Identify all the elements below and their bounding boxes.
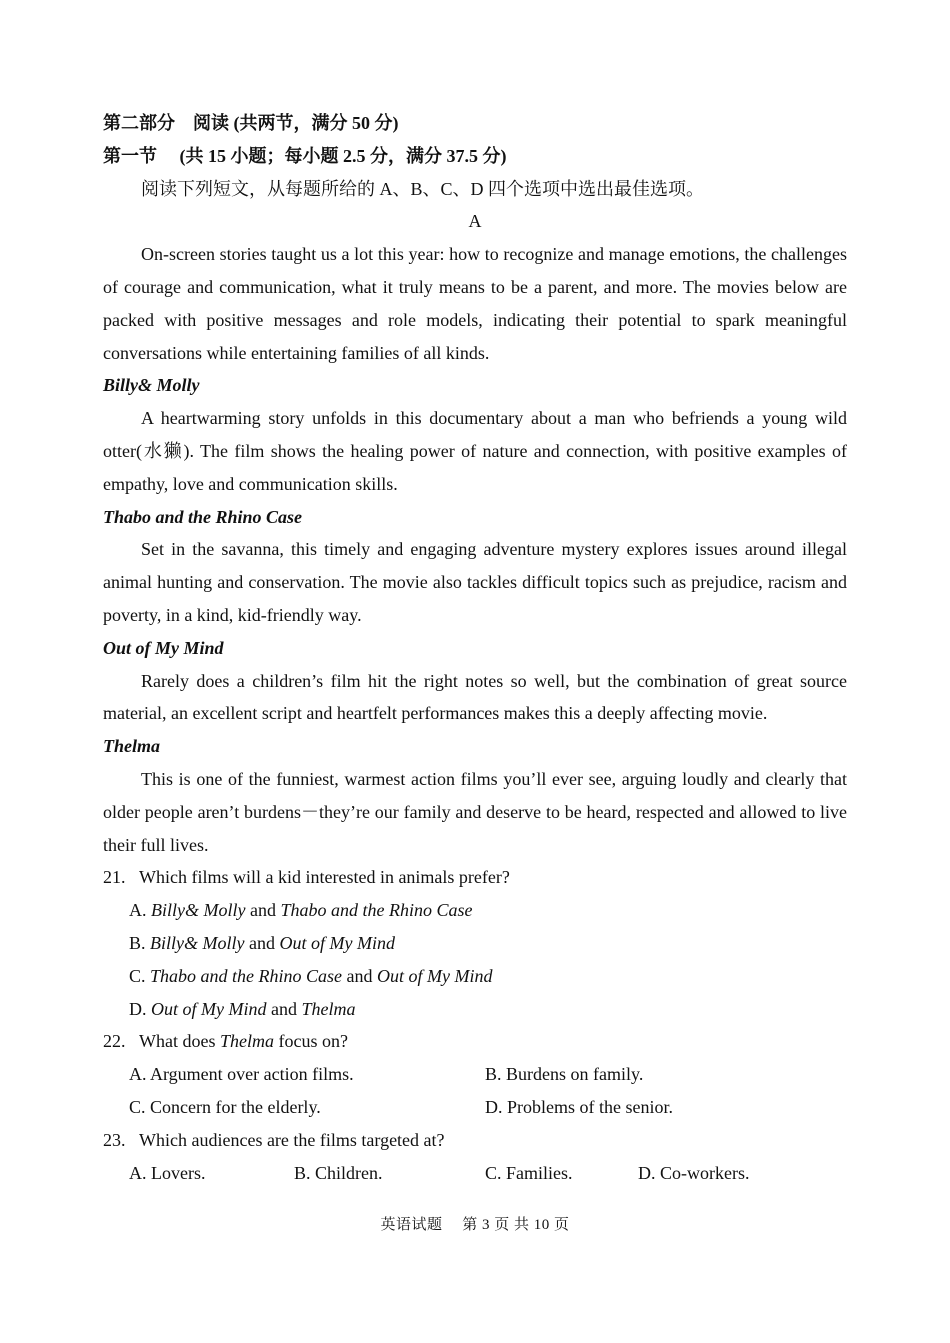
film-name: Out of My Mind	[279, 932, 395, 953]
option-23-a[interactable]: A. Lovers.	[129, 1162, 206, 1183]
options-23	[103, 1157, 847, 1190]
question-22	[103, 1025, 847, 1058]
film-text-out-of-my-mind: Rarely does a children’s film hit the right notes so well, but the combination of great source material, an excellent script and heartfelt performances makes this a deeply affecting movie.	[103, 670, 847, 724]
film-name: Billy& Molly	[151, 900, 246, 921]
film-name: Thelma	[219, 1031, 274, 1052]
question-stem: What does	[139, 1031, 216, 1052]
option-21-a[interactable]	[103, 894, 847, 927]
option-23-c[interactable]: C. Families.	[485, 1162, 573, 1183]
question-23	[103, 1124, 847, 1157]
option-22-b[interactable]: B. Burdens on family.	[485, 1064, 644, 1085]
film-text-thabo: Set in the savanna, this timely and engaging adventure mystery explores issues around illegal animal hunting and conservation. The movie also tackles difficult topics such as prejudice, racism and poverty, in a kind, kid-friendly way.	[103, 539, 847, 625]
part-heading: 第二部分 阅读 (共两节，满分 50 分)	[103, 113, 399, 133]
option-21-b[interactable]	[103, 927, 847, 960]
film-text-billy-molly: A heartwarming story unfolds in this documentary about a man who befriends a young wild otter(水獭). The film shows the healing power of nature and connection, with positive examples of empathy, love and communication skills.	[103, 408, 847, 494]
passage-label: A	[468, 211, 482, 232]
option-21-c[interactable]	[103, 960, 847, 993]
question-number: 21.	[103, 867, 126, 888]
option-22-d[interactable]: D. Problems of the senior.	[485, 1096, 673, 1117]
option-letter: D.	[129, 998, 147, 1019]
film-title-thabo: Thabo and the Rhino Case	[103, 506, 303, 527]
option-22-a[interactable]: A. Argument over action films.	[129, 1064, 354, 1085]
film-name: Out of My Mind	[151, 998, 267, 1019]
instruction: 阅读下列短文，从每题所给的 A、B、C、D 四个选项中选出最佳选项。	[141, 178, 705, 199]
question-stem: Which audiences are the films targeted at?	[139, 1129, 445, 1150]
option-22-c[interactable]: C. Concern for the elderly.	[129, 1096, 321, 1117]
question-21	[103, 861, 847, 894]
film-name: Thabo and the Rhino Case	[150, 965, 343, 986]
option-23-b[interactable]: B. Children.	[294, 1162, 383, 1183]
connector: and	[346, 965, 373, 986]
film-name: Out of My Mind	[377, 965, 493, 986]
film-name: Billy& Molly	[150, 932, 245, 953]
film-name: Thelma	[301, 998, 356, 1019]
exam-page	[103, 107, 847, 1189]
connector: and	[249, 932, 275, 953]
options-22	[103, 1058, 847, 1124]
option-letter: C.	[129, 965, 146, 986]
connector: and	[270, 998, 297, 1019]
question-number: 23.	[103, 1129, 126, 1150]
connector: and	[249, 900, 276, 921]
film-text-thelma: This is one of the funniest, warmest action films you’ll ever see, arguing loudly and clearly that older people aren’t burdens－they’re our family and deserve to be heard, respected and allowed to live their full lives.	[103, 768, 847, 855]
question-stem: focus on?	[278, 1031, 348, 1052]
option-23-d[interactable]: D. Co-workers.	[638, 1162, 750, 1183]
option-letter: B.	[129, 932, 146, 953]
film-title-billy-molly: Billy& Molly	[103, 375, 200, 396]
film-title-thelma: Thelma	[103, 736, 160, 757]
option-21-d[interactable]	[103, 993, 847, 1026]
question-stem: Which films will a kid interested in animals prefer?	[139, 867, 510, 888]
question-number: 22.	[103, 1031, 126, 1052]
option-letter: A.	[129, 900, 147, 921]
film-title-out-of-my-mind: Out of My Mind	[103, 637, 224, 658]
page-footer: 英语试题 第 3 页 共 10 页	[380, 1217, 570, 1233]
section-heading: 第一节 (共 15 小题；每小题 2.5 分，满分 37.5 分)	[103, 145, 507, 166]
passage-intro: On-screen stories taught us a lot this year: how to recognize and manage emotions, the challenges of courage and communication, what it truly means to be a parent, and more. The movies below are packed with positive messages and role models, indicating their potential to spark meaningful conversations while entertaining families of all kinds.	[103, 244, 847, 363]
film-name: Thabo and the Rhino Case	[280, 900, 473, 921]
